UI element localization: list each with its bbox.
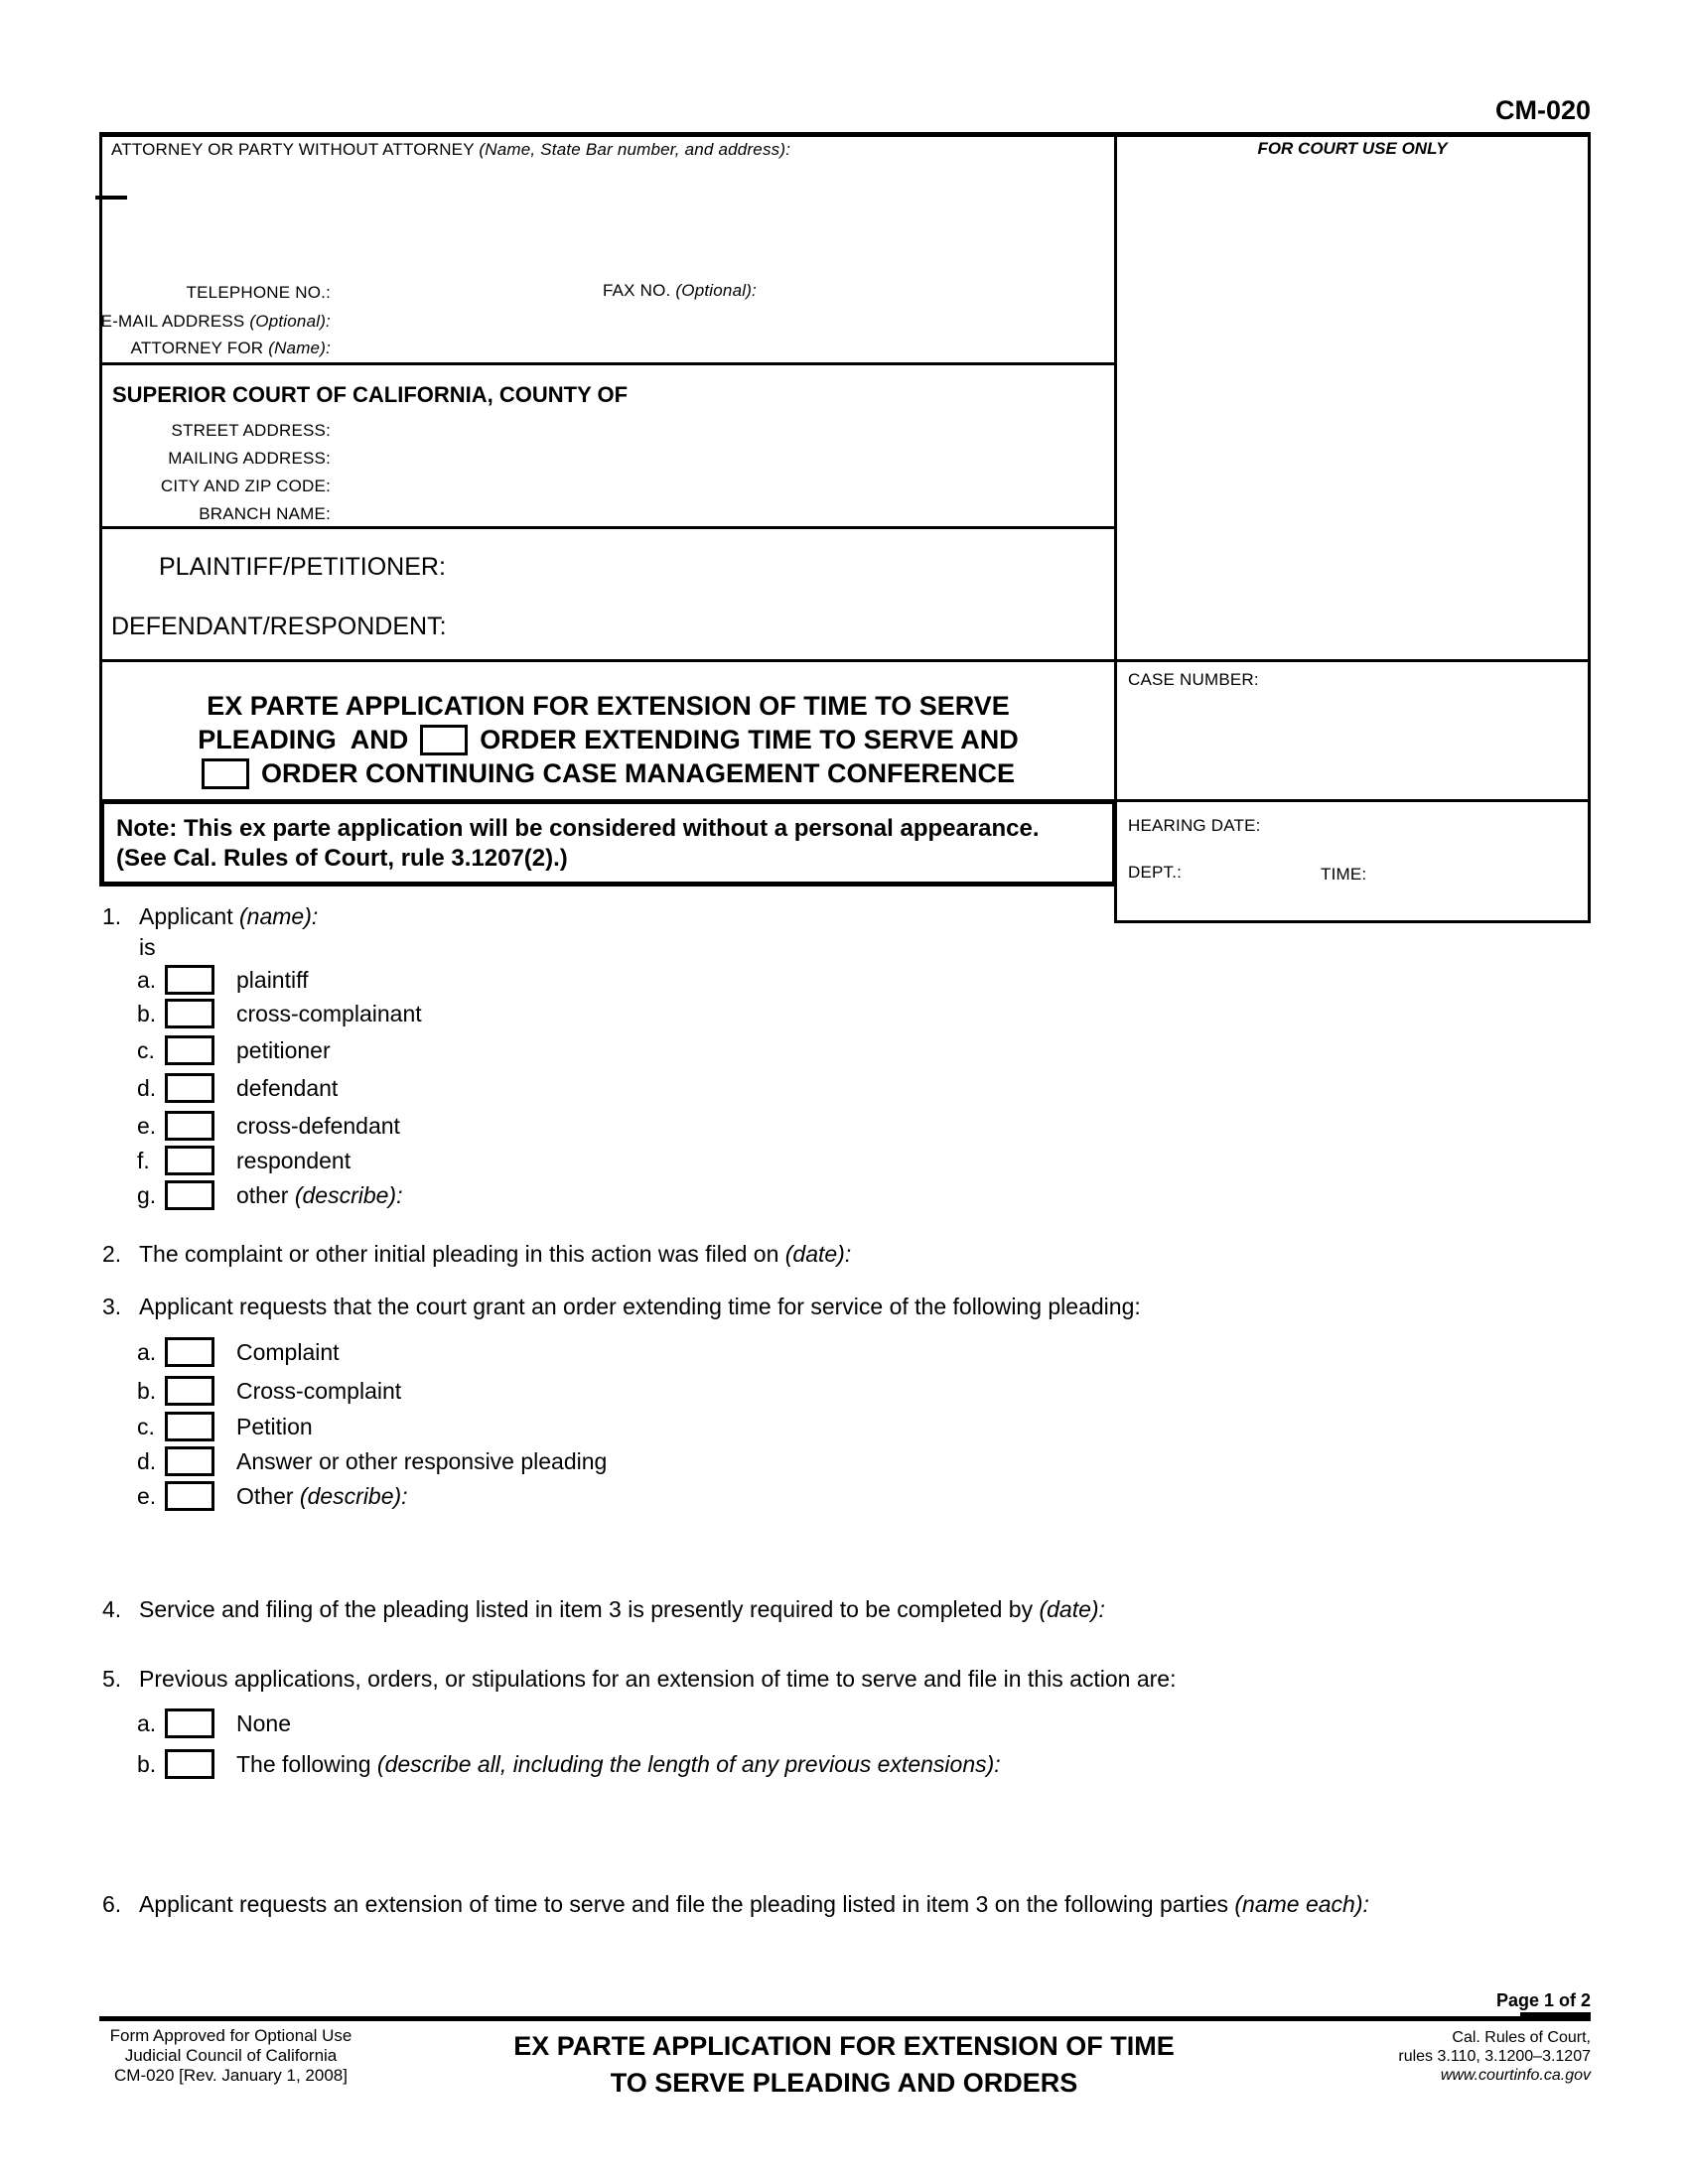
item2-date-field[interactable] — [914, 1239, 1410, 1267]
footer-form-title — [417, 2028, 1271, 2102]
plaintiff-name-field[interactable] — [467, 552, 1102, 582]
form-title-line3-text: ORDER CONTINUING CASE MANAGEMENT CONFERENCE — [260, 758, 1016, 788]
option-letter: d. — [137, 1447, 157, 1474]
case-number-field[interactable] — [1128, 700, 1575, 789]
item3-option-row — [137, 1480, 408, 1512]
party-row-divider — [99, 659, 1591, 662]
footer-approval-block — [99, 2026, 362, 2086]
footer-approved-line1: Form Approved for Optional Use — [109, 2026, 352, 2045]
case-number-label: CASE NUMBER: — [1128, 670, 1259, 689]
item1-option-row — [137, 998, 422, 1029]
attorney-label-text: ATTORNEY OR PARTY WITHOUT ATTORNEY — [111, 140, 475, 159]
branch-name-field[interactable] — [343, 501, 938, 525]
item3-option-row — [137, 1375, 401, 1407]
item1-is-label: is — [139, 934, 156, 960]
time-label: TIME: — [1321, 865, 1367, 884]
option-letter: c. — [137, 1413, 155, 1439]
email-label-hint: (Optional): — [249, 312, 331, 331]
telephone-label: TELEPHONE NO.: — [186, 283, 331, 302]
option-label-hint: (describe): — [294, 1181, 403, 1208]
option-letter: f. — [137, 1147, 150, 1173]
option-label: None — [236, 1709, 291, 1736]
checkbox-previous-following[interactable] — [165, 1749, 214, 1779]
checkbox-applicant-petitioner[interactable] — [165, 1035, 214, 1065]
item6-text-hint: (name each): — [1234, 1891, 1369, 1917]
attorney-row-divider — [99, 362, 1114, 365]
fax-label-text: FAX NO. — [603, 281, 671, 300]
attorney-label-hint: (Name, State Bar number, and address): — [479, 140, 791, 159]
pleading-other-describe-field[interactable] — [427, 1480, 1092, 1510]
page-number: Page 1 of 2 — [1495, 1990, 1591, 2010]
option-label: cross-complainant — [236, 1000, 422, 1026]
item4-text — [139, 1596, 1105, 1623]
checkbox-applicant-cross-defendant[interactable] — [165, 1111, 214, 1141]
checkbox-applicant-plaintiff[interactable] — [165, 965, 214, 995]
item1-text-hint: (name): — [239, 903, 319, 929]
item4-text-hint: (date): — [1039, 1596, 1105, 1622]
footer-form-title-line1: EX PARTE APPLICATION FOR EXTENSION OF TIME — [513, 2031, 1175, 2061]
item1-number: 1. — [102, 903, 122, 929]
item3-text: Applicant requests that the court grant an order extending time for service of the following pleading: — [139, 1294, 1141, 1319]
item3-option-row — [137, 1336, 340, 1368]
option-label: Answer or other responsive pleading — [236, 1447, 608, 1474]
item4-date-field[interactable] — [1271, 1594, 1589, 1622]
item6-text — [139, 1891, 1369, 1918]
checkbox-order-extending-time[interactable] — [420, 725, 468, 755]
form-title-line3 — [102, 756, 1114, 790]
telephone-field[interactable] — [343, 280, 581, 306]
item1-option-row — [137, 1110, 400, 1142]
item1-text-main: Applicant — [139, 903, 233, 929]
plaintiff-label: PLAINTIFF/PETITIONER: — [159, 553, 446, 581]
checkbox-applicant-cross-complainant[interactable] — [165, 999, 214, 1028]
option-label: Cross-complaint — [236, 1377, 402, 1404]
item1-option-row — [137, 964, 308, 996]
footer-form-title-line2: TO SERVE PLEADING AND ORDERS — [610, 2068, 1078, 2098]
checkbox-applicant-defendant[interactable] — [165, 1073, 214, 1103]
court-row-divider — [99, 526, 1114, 529]
item1-option-row — [137, 1145, 351, 1176]
branch-name-label: BRANCH NAME: — [199, 504, 331, 523]
attorney-for-label — [99, 339, 331, 358]
fax-label-hint: (Optional): — [675, 281, 757, 300]
item2-text-main: The complaint or other initial pleading in this action was filed on — [139, 1241, 779, 1267]
defendant-name-field[interactable] — [477, 612, 1102, 641]
option-letter: b. — [137, 1000, 157, 1026]
item2-text-hint: (date): — [784, 1241, 852, 1267]
footer-rule-line — [99, 2016, 1591, 2021]
option-label-hint: (describe all, including the length of any previous extensions): — [376, 1750, 1001, 1777]
defendant-label: DEFENDANT/RESPONDENT: — [111, 613, 447, 640]
item6-text-main: Applicant requests an extension of time to serve and file the pleading listed in item 3 on the following parties — [139, 1891, 1228, 1917]
attorney-for-label-hint: (Name): — [268, 339, 331, 357]
page-number-underline — [1520, 2012, 1591, 2016]
option-label: Complaint — [236, 1338, 340, 1365]
form-title — [102, 689, 1114, 790]
footer-approved-line3: CM-020 [Rev. January 1, 2008] — [114, 2066, 348, 2085]
item4-text-main: Service and filing of the pleading listed in item 3 is presently required to be completed by — [139, 1596, 1034, 1622]
footer-rules-line1: Cal. Rules of Court, — [1452, 2029, 1591, 2046]
option-letter: g. — [137, 1181, 157, 1208]
option-letter: c. — [137, 1036, 155, 1063]
item3-option-row — [137, 1445, 607, 1477]
hearing-box-bottom-border — [1114, 920, 1591, 923]
option-letter: a. — [137, 1338, 157, 1365]
item5-text: Previous applications, orders, or stipulations for an extension of time to serve and file in this action are: — [139, 1666, 1177, 1692]
option-letter: b. — [137, 1750, 157, 1777]
option-label: plaintiff — [236, 966, 309, 993]
checkbox-previous-none[interactable] — [165, 1708, 214, 1738]
checkbox-pleading-complaint[interactable] — [165, 1337, 214, 1367]
footer-rules-block — [1281, 2028, 1591, 2085]
hearing-date-field[interactable] — [1291, 814, 1579, 840]
table-top-border — [99, 132, 1591, 137]
case-box-bottom-divider — [1114, 799, 1591, 802]
option-label: petitioner — [236, 1036, 331, 1063]
item5-option-row — [137, 1748, 1001, 1780]
email-field[interactable] — [343, 309, 839, 335]
checkbox-pleading-other[interactable] — [165, 1481, 214, 1511]
item4-number: 4. — [102, 1596, 122, 1622]
option-letter: a. — [137, 1709, 157, 1736]
item5-option-row — [137, 1707, 291, 1739]
street-address-field[interactable] — [343, 418, 938, 442]
dept-field[interactable] — [1206, 860, 1311, 886]
form-title-line1-text: EX PARTE APPLICATION FOR EXTENSION OF TIME TO SERVE — [207, 691, 1010, 721]
table-right-border — [1588, 132, 1591, 923]
superior-court-title: SUPERIOR COURT OF CALIFORNIA, COUNTY OF — [112, 382, 629, 407]
attorney-box-label — [111, 140, 790, 160]
option-label: defendant — [236, 1074, 339, 1101]
applicant-other-describe-field[interactable] — [427, 1179, 1092, 1209]
option-letter: e. — [137, 1112, 157, 1139]
option-letter: b. — [137, 1377, 157, 1404]
email-label-text: E-MAIL ADDRESS — [100, 312, 245, 331]
form-title-line2-post: ORDER EXTENDING TIME TO SERVE AND — [480, 725, 1019, 754]
item1-option-row — [137, 1179, 402, 1211]
attorney-for-label-text: ATTORNEY FOR — [130, 339, 264, 357]
item6-number: 6. — [102, 1891, 122, 1917]
applicant-name-field[interactable] — [278, 901, 1092, 929]
email-label — [99, 312, 331, 332]
note-box — [99, 799, 1117, 887]
option-label-text: other — [236, 1181, 289, 1208]
fax-label — [603, 281, 757, 301]
checkbox-order-continuing-cmc[interactable] — [202, 758, 249, 789]
street-address-label: STREET ADDRESS: — [171, 421, 331, 440]
city-zip-field[interactable] — [343, 474, 938, 497]
item2-number: 2. — [102, 1241, 122, 1267]
item1-option-row — [137, 1072, 338, 1104]
checkbox-pleading-cross-complaint[interactable] — [165, 1376, 214, 1406]
hearing-date-label: HEARING DATE: — [1128, 816, 1261, 835]
footer-approved-line2: Judicial Council of California — [124, 2046, 338, 2065]
court-use-only-label: FOR COURT USE ONLY — [1257, 139, 1448, 158]
form-title-line2 — [102, 723, 1114, 756]
form-title-line1 — [102, 689, 1114, 723]
option-letter: e. — [137, 1482, 157, 1509]
option-label — [236, 1483, 408, 1510]
option-label: Petition — [236, 1413, 313, 1439]
item2-text — [139, 1241, 851, 1268]
checkbox-pleading-answer[interactable] — [165, 1446, 214, 1476]
option-label-text: Other — [236, 1482, 294, 1509]
form-number: CM-020 — [1494, 95, 1591, 125]
previous-extensions-describe-field[interactable] — [139, 1787, 1589, 1876]
attorney-for-field[interactable] — [343, 336, 839, 361]
attorney-info-field[interactable] — [111, 169, 1094, 273]
footer-website: www.courtinfo.ca.gov — [1440, 2067, 1591, 2084]
footer-rules-line2: rules 3.110, 3.1200–3.1207 — [1398, 2048, 1591, 2065]
option-label — [236, 1182, 402, 1209]
city-zip-label: CITY AND ZIP CODE: — [160, 477, 331, 495]
time-field[interactable] — [1390, 862, 1579, 887]
option-label-text: The following — [236, 1750, 371, 1777]
item1-option-row — [137, 1034, 331, 1066]
mailing-address-label: MAILING ADDRESS: — [168, 449, 331, 468]
note-line2: (See Cal. Rules of Court, rule 3.1207(2).) — [116, 845, 568, 872]
item6-parties-field[interactable] — [139, 1926, 1589, 1985]
item3-option-row — [137, 1411, 313, 1442]
item5-number: 5. — [102, 1666, 122, 1692]
checkbox-pleading-petition[interactable] — [165, 1412, 214, 1441]
dept-label: DEPT.: — [1128, 863, 1183, 882]
mailing-address-field[interactable] — [343, 446, 938, 470]
option-label: respondent — [236, 1147, 352, 1173]
note-line1: Note: This ex parte application will be considered without a personal appearance. — [116, 815, 1040, 842]
checkbox-applicant-other[interactable] — [165, 1180, 214, 1210]
county-field[interactable] — [675, 380, 1102, 408]
fax-field[interactable] — [784, 279, 1092, 305]
option-label: cross-defendant — [236, 1112, 400, 1139]
checkbox-applicant-respondent[interactable] — [165, 1146, 214, 1175]
form-title-line2-pre: PLEADING AND — [198, 725, 409, 754]
option-label — [236, 1751, 1001, 1778]
option-letter: d. — [137, 1074, 157, 1101]
option-label-hint: (describe): — [299, 1482, 408, 1509]
item3-number: 3. — [102, 1294, 122, 1319]
option-letter: a. — [137, 966, 157, 993]
